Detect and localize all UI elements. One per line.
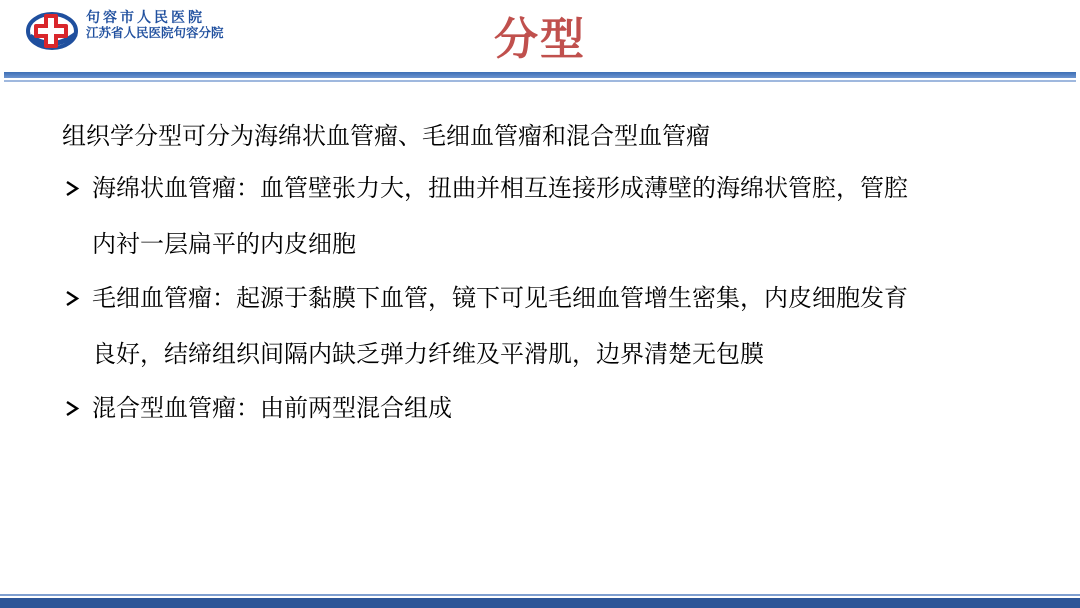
page-title: 分型	[494, 14, 586, 65]
bullet-line: 内衬一层扁平的内皮细胞	[92, 230, 356, 258]
bullet-item-capillary	[62, 278, 1042, 374]
bullet-line: 良好，结缔组织间隔内缺乏弹力纤维及平滑肌，边界清楚无包膜	[92, 340, 764, 368]
bullet-line: 海绵状血管瘤：血管壁张力大，扭曲并相互连接形成薄壁的海绵状管腔，管腔	[92, 174, 908, 202]
footer-divider	[0, 598, 1080, 608]
hospital-subname: 江苏省人民医院句容分院	[86, 25, 224, 41]
arrowhead-bullet-icon	[62, 168, 84, 208]
slide-content	[62, 116, 1042, 442]
bullet-line: 混合型血管瘤：由前两型混合组成	[92, 394, 452, 422]
footer-divider-thin	[0, 594, 1080, 596]
intro-text: 组织学分型可分为海绵状血管瘤、毛细血管瘤和混合型血管瘤	[62, 122, 710, 150]
bullet-line: 毛细血管瘤：起源于黏膜下血管，镜下可见毛细血管增生密集，内皮细胞发育	[92, 284, 908, 312]
header-divider-thin	[4, 80, 1076, 82]
bullet-item-mixed	[62, 388, 1042, 428]
bullet-item-cavernous	[62, 168, 1042, 264]
arrowhead-bullet-icon	[62, 388, 84, 428]
arrowhead-bullet-icon	[62, 278, 84, 318]
header-divider	[4, 72, 1076, 78]
hospital-name: 句容市人民医院	[86, 10, 205, 26]
